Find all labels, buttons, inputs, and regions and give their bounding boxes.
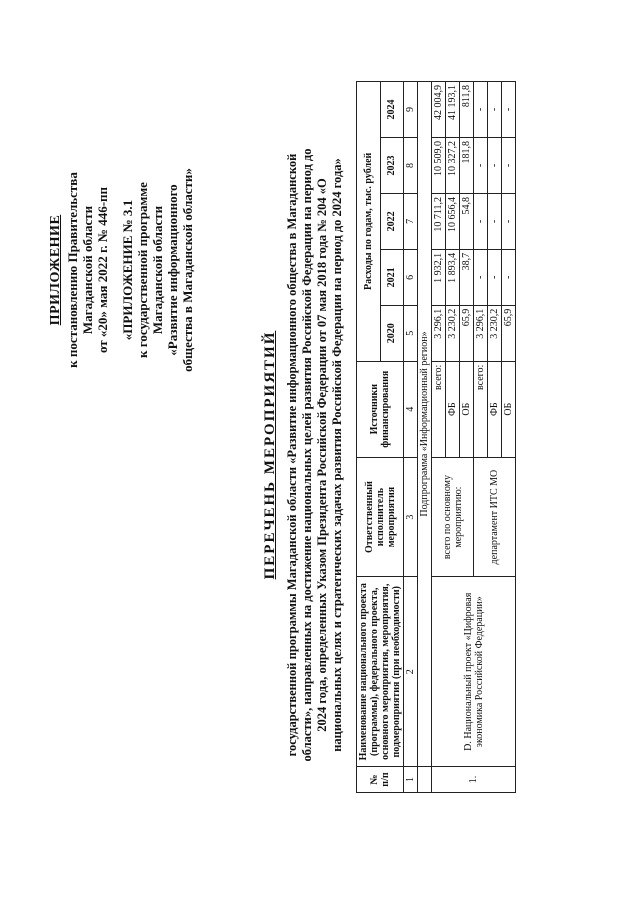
- source-cell: ФБ: [446, 361, 460, 457]
- sub-appendix-header: «ПРИЛОЖЕНИЕ № 3.1: [120, 199, 135, 341]
- source-cell: ФБ: [488, 361, 502, 457]
- subprogram-row: [418, 82, 432, 793]
- value-cell: 3 296,1: [474, 305, 488, 361]
- col-number: 5: [404, 305, 418, 361]
- col-number: 4: [404, 361, 418, 457]
- header-num: № п/п: [357, 767, 404, 793]
- header-year: 2023: [380, 138, 404, 194]
- value-cell: 3 230,2: [488, 305, 502, 361]
- value-cell: 65,9: [460, 305, 474, 361]
- col-number: 3: [404, 457, 418, 577]
- header-year: 2020: [380, 305, 404, 361]
- value-cell: 10 509,0: [432, 138, 446, 194]
- sub-appendix-line: к государственной программе: [135, 182, 150, 358]
- value-cell: 38,7: [460, 249, 474, 305]
- header-executor: Ответственный исполнитель мероприятия: [357, 457, 404, 577]
- header-name: Наименование национального проекта (программы), федерального проекта, основного мероприятия, мероприятия, подмероприятия (при необходимости): [357, 577, 404, 767]
- value-cell: 42 004,9: [432, 82, 446, 138]
- sub-appendix-line: общества в Магаданской области»: [180, 168, 195, 372]
- value-cell: -: [488, 249, 502, 305]
- value-cell: 10 656,4: [446, 193, 460, 249]
- table-row: [432, 82, 446, 793]
- value-cell: 181,8: [460, 138, 474, 194]
- item-name: D. Национальный проект «Цифровая экономика Российской Федерации»: [432, 577, 516, 767]
- appendix-header: ПРИЛОЖЕНИЕ: [48, 214, 63, 326]
- document-subtitle: государственной программы Магаданской области «Развитие информационного общества в Магаданской области», направленных на достижение национальных целей развития Российской Федерации на период до 2024 года, определенных Указом Президента Российской Федерации от 07 мая 2018 года № 204 «О национальных целях и стратегических задачах развития Российской Федерации на период до 2024 года»: [285, 148, 344, 762]
- appendix-line: Магаданской области: [80, 205, 95, 335]
- item-executor-total: всего по основному мероприятию:: [432, 457, 474, 577]
- value-cell: -: [502, 249, 516, 305]
- header-year: 2022: [380, 193, 404, 249]
- col-number: 6: [404, 249, 418, 305]
- value-cell: -: [488, 193, 502, 249]
- value-cell: 1 932,1: [432, 249, 446, 305]
- value-cell: -: [474, 82, 488, 138]
- empty-cell: [418, 767, 432, 793]
- sub-appendix-line: Магаданской области: [150, 205, 165, 335]
- value-cell: 65,9: [502, 305, 516, 361]
- header-year: 2024: [380, 82, 404, 138]
- document-title: ПЕРЕЧЕНЬ МЕРОПРИЯТИЙ: [262, 330, 278, 580]
- col-number: 2: [404, 577, 418, 767]
- document-title-block: [262, 145, 345, 765]
- value-cell: 3 230,2: [446, 305, 460, 361]
- value-cell: 41 193,1: [446, 82, 460, 138]
- col-number: 1: [404, 767, 418, 793]
- subprogram-label: Подпрограмма «Информационный регион»: [418, 82, 432, 767]
- col-number: 7: [404, 193, 418, 249]
- col-number: 8: [404, 138, 418, 194]
- value-cell: -: [474, 249, 488, 305]
- value-cell: -: [502, 193, 516, 249]
- measures-table: [356, 81, 516, 793]
- source-cell: ОБ: [502, 361, 516, 457]
- value-cell: -: [488, 82, 502, 138]
- value-cell: 10 327,2: [446, 138, 460, 194]
- source-cell: всего:: [474, 361, 488, 457]
- header-row: [357, 82, 381, 793]
- item-executor-dept: департамент ИТС МО: [474, 457, 516, 577]
- col-number: 9: [404, 82, 418, 138]
- value-cell: 1 893,4: [446, 249, 460, 305]
- value-cell: -: [502, 82, 516, 138]
- appendix-line: к постановлению Правительства: [65, 172, 80, 368]
- spacer: [110, 120, 120, 420]
- column-numbers-row: [404, 82, 418, 793]
- header-expenses: Расходы по годам, тыс. рублей: [357, 82, 381, 362]
- value-cell: 54,8: [460, 193, 474, 249]
- appendix-line: от «20» мая 2022 г. № 446-пп: [95, 186, 110, 354]
- sub-appendix-line: «Развитие информационного: [165, 184, 180, 356]
- header-year: 2021: [380, 249, 404, 305]
- value-cell: -: [474, 138, 488, 194]
- source-cell: ОБ: [460, 361, 474, 457]
- source-cell: всего:: [432, 361, 446, 457]
- value-cell: -: [474, 193, 488, 249]
- value-cell: 811,8: [460, 82, 474, 138]
- header-source: Источники финансирования: [357, 361, 404, 457]
- appendix-block: [48, 120, 195, 420]
- value-cell: -: [502, 138, 516, 194]
- value-cell: 10 711,2: [432, 193, 446, 249]
- value-cell: 3 296,1: [432, 305, 446, 361]
- value-cell: -: [488, 138, 502, 194]
- item-number: 1.: [432, 767, 516, 793]
